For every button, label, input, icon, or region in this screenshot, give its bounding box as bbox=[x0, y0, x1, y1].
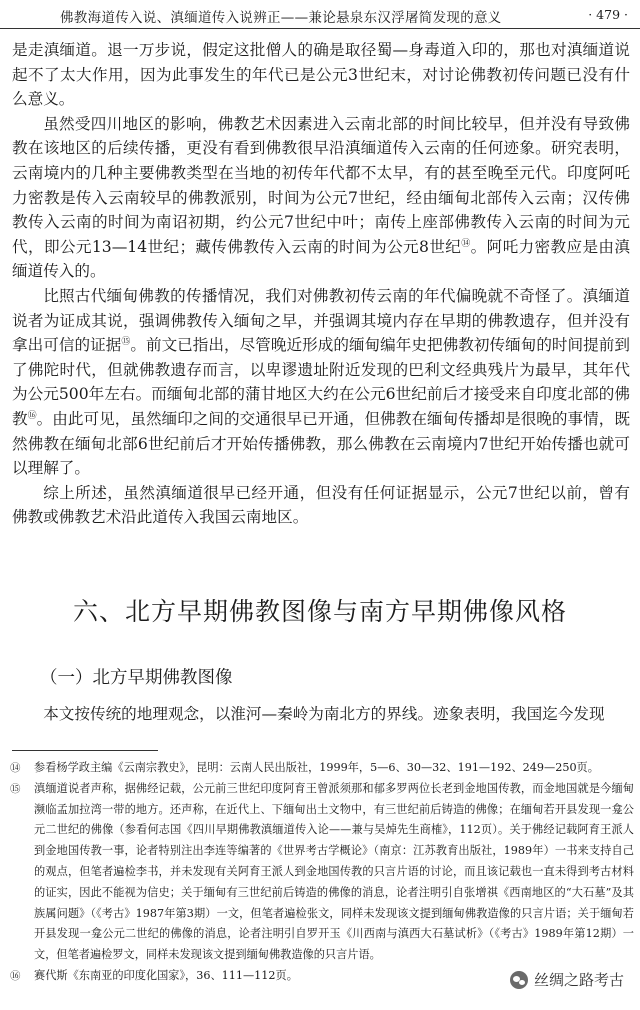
footnote-14 bbox=[10, 758, 634, 779]
wechat-icon bbox=[510, 971, 528, 989]
footnote-number: ⑯ bbox=[10, 969, 21, 982]
section-intro-text: 本文按传统的地理观念，以淮河—秦岭为南北方的界线。迹象表明，我国迄今发现 bbox=[43, 705, 605, 723]
sub-heading: （一）北方早期佛教图像 bbox=[40, 668, 233, 688]
paragraph-3-part-c: 。由此可见，虽然缅印之间的交通很早已开通，但佛教在缅甸传播却是很晚的事情，既然佛教在缅甸北部6世纪前后才开始传播佛教，那么佛教在云南境内7世纪开始传播也就可以理解了。 bbox=[12, 409, 630, 478]
section-heading: 六、北方早期佛教图像与南方早期佛像风格 bbox=[72, 597, 567, 626]
paragraph-4: 综上所述，虽然滇缅道很早已经开通，但没有任何证据显示，公元7世纪以前，曾有佛教或佛教艺术沿此道传入我国云南地区。 bbox=[12, 483, 630, 527]
footnote-number: ⑭ bbox=[10, 762, 21, 774]
footnote-text: 参看杨学政主编《云南宗教史》，昆明：云南人民出版社，1999年，5—6、30—32、191—192、249—250页。 bbox=[34, 761, 599, 774]
body-text bbox=[12, 38, 630, 530]
footnote-number: ⑮ bbox=[10, 782, 21, 795]
footnote-ref-15[interactable]: ⑮ bbox=[121, 336, 131, 347]
source-watermark bbox=[506, 967, 628, 992]
footnotes bbox=[10, 758, 634, 987]
running-title: 佛教海道传入说、滇缅道传入说辨正——兼论悬泉东汉浮屠简发现的意义 bbox=[60, 10, 502, 26]
running-header bbox=[0, 0, 640, 29]
paragraph-2-tail: 。阿吒力密教应是由滇缅道传入的。 bbox=[12, 237, 630, 281]
paragraph-3-part-a: 比照古代缅甸佛教的传播情况，我们对佛教初传云南的年代偏晚就不奇怪了。滇缅道说者为证成其说，强调佛教传入缅甸之早，并强调其境内存在早期的佛教遗存，但并没有拿出可信的证据 bbox=[12, 286, 630, 355]
footnote-text: 赛代斯《东南亚的印度化国家》，36、111—112页。 bbox=[34, 968, 298, 982]
page-number: · 479 · bbox=[588, 7, 628, 22]
footnote-ref-16[interactable]: ⑯ bbox=[27, 410, 37, 421]
paragraph-2 bbox=[12, 112, 630, 284]
footnote-divider bbox=[12, 750, 158, 751]
paragraph-1: 是走滇缅道。退一万步说，假定这批僧人的确是取径蜀—身毒道入印的，那也对滇缅道说起不了太大作用，因为此事发生的年代已是公元3世纪末，对讨论佛教初传问题已没有什么意义。 bbox=[12, 41, 630, 109]
footnote-text: 滇缅道说者声称，据佛经记载，公元前三世纪印度阿育王曾派须那和郁多罗两位长老到金地国传教，而金地国就是今缅甸濒临孟加拉湾一带的地方。还声称，在近代上、下缅甸出土文物中，有三世纪前后铸造的佛像；在缅甸若开县发现一龛公元二世纪的佛像（参看何志国《四川早期佛教滇缅道传入论——兼与吴焯先生商榷》，112页）。关于佛经记载阿育王派人到金地国传教一事，论者特别注出李连等编著的《世界考古学概论》（南京：江苏教育出版社，1989年）一书来支持自己的观点，但笔者遍检李书，并未发现有关阿育王派人到金地国传教的只言片语的讨论，而且该记载也一直未得到考古材料的证实，因此不能视为信史；关于缅甸有三世纪前后铸造的佛像的消息，论者注明引自张增祺《西南地区的“大石墓”及其族属问题》（《考古》1987年第3期）一文，但笔者遍检张文，同样未发现该文提到缅甸佛教造像的只言片语；关于缅甸若开县发现一龛公元二世纪的佛像的消息，论者注明引自罗开玉《川西南与滇西大石墓试析》（《考古》1989年第12期）一文，但笔者遍检罗文，同样未发现该文提到缅甸佛教造像的只言片语。 bbox=[34, 781, 634, 962]
paragraph-2-text: 虽然受四川地区的影响，佛教艺术因素进入云南北部的时间比较早，但并没有导致佛教在该地区的后续传播，更没有看到佛教很早沿滇缅道传入云南的任何迹象。研究表明，云南境内的几种主要佛教类型在当地的初传年代都不太早，有的甚至晚至元代。印度阿吒力密教是传入云南较早的佛教派别，时间为公元7世纪，经由缅甸北部传入云南；汉传佛教传入云南的时间为南诏初期，约公元7世纪中叶；南传上座部佛教传入云南的时间为元代，即公元13—14世纪；藏传佛教传入云南的时间为公元8世纪 bbox=[12, 114, 630, 256]
footnote-ref-14[interactable]: ⑭ bbox=[461, 238, 471, 249]
footnote-15 bbox=[10, 779, 634, 966]
watermark-text: 丝绸之路考古 bbox=[533, 971, 624, 989]
paragraph-3-part-b: 。前文已指出，尽管晚近形成的缅甸编年史把佛教初传缅甸的时间提前到了佛陀时代，但就佛教遗存而言，以卑谬遗址附近发现的巴利文经典残片为最早，其年代为公元500年左右。而缅甸北部的蒲甘地区大约在公元6世纪前后才接受来自印度北部的佛教 bbox=[12, 336, 630, 428]
paragraph-3 bbox=[12, 284, 630, 481]
